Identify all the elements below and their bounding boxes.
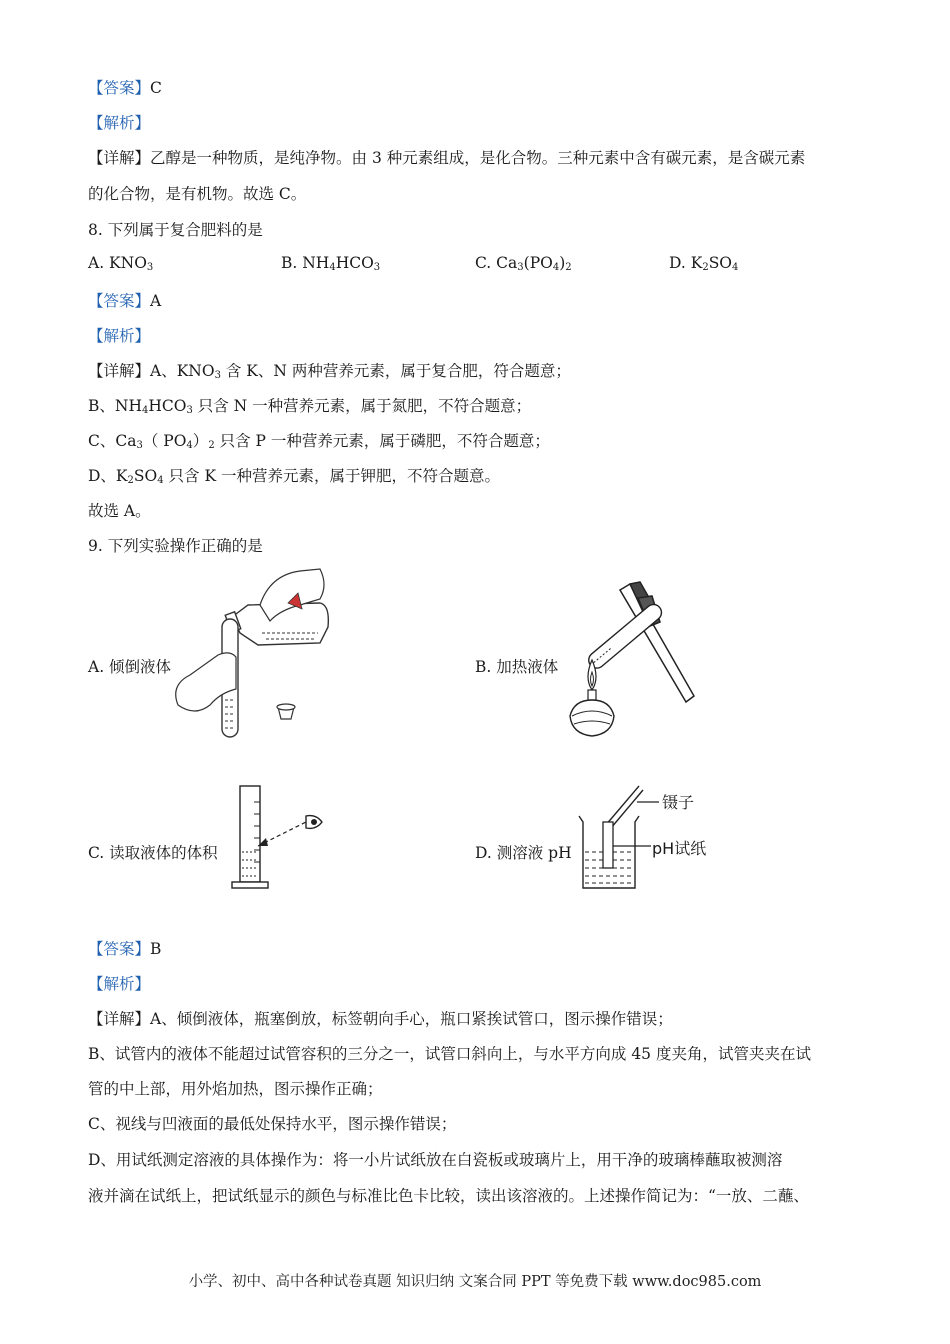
q8-detail-d: D、$K_2SO_4$ 只含 K 一种营养元素，属于钾肥，不符合题意。 — [88, 467, 500, 486]
tweezers-label: 镊子 — [662, 793, 695, 812]
q7-detail-line2: 的化合物，是有机物。故选 C。 — [88, 185, 307, 203]
q8-stem: 8. 下列属于复合肥料的是 — [88, 221, 263, 239]
answer-value: A — [150, 292, 162, 310]
answer-tag: 【答案】 — [88, 940, 151, 958]
q9-detail-line1: 【详解】A、倾倒液体，瓶塞倒放，标签朝向手心，瓶口紧挨试管口，图示操作错误； — [88, 1010, 673, 1028]
q8-option-b: B. $NH_4HCO_3$ — [281, 254, 381, 273]
q8-detail-a: 【详解】A、$KNO_3$ 含 K、N 两种营养元素，属于复合肥，符合题意； — [88, 362, 571, 381]
graduated-cylinder-figure — [228, 782, 338, 892]
q9-option-a: A. 倾倒液体 — [88, 658, 172, 676]
q9-detail-line4: C、视线与凹液面的最低处保持水平，图示操作错误； — [88, 1115, 457, 1133]
q7-answer — [88, 76, 162, 98]
q8-analysis-tag: 【解析】 — [88, 327, 151, 345]
answer-tag: 【答案】 — [88, 292, 151, 310]
detail-tag: 【详解】 — [88, 362, 151, 380]
detail-text: 乙醇是一种物质，是纯净物。由 3 种元素组成，是化合物。三种元素中含有碳元素，是含碳元素 — [150, 149, 806, 167]
detail-tag: 【详解】 — [88, 1010, 151, 1028]
q9-option-b: B. 加热液体 — [475, 658, 559, 676]
pouring-liquid-figure — [170, 565, 340, 745]
q7-analysis-tag: 【解析】 — [88, 114, 151, 132]
heating-liquid-figure — [560, 578, 710, 748]
detail-tag: 【详解】 — [88, 149, 151, 167]
q9-stem: 9. 下列实验操作正确的是 — [88, 537, 263, 555]
ph-paper-label: pH试纸 — [652, 839, 707, 858]
q8-answer — [88, 289, 161, 311]
answer-tag: 【答案】 — [88, 79, 151, 97]
q9-option-c: C. 读取液体的体积 — [88, 844, 218, 862]
q8-option-d: D. $K_2SO_4$ — [669, 254, 739, 273]
page-footer: 小学、初中、高中各种试卷真题 知识归纳 文案合同 PPT 等免费下载 www.doc985.com — [188, 1274, 762, 1290]
q8-option-c: C. $Ca_3(PO_4)_2$ — [475, 254, 572, 273]
q8-detail-b: B、$NH_4HCO_3$ 只含 N 一种营养元素，属于氮肥，不符合题意； — [88, 397, 532, 416]
q9-detail-line3: 管的中上部，用外焰加热，图示操作正确； — [88, 1080, 383, 1098]
q9-answer — [88, 937, 161, 959]
answer-value: C — [150, 79, 162, 97]
q9-analysis-tag: 【解析】 — [88, 975, 151, 993]
answer-value: B — [150, 940, 162, 958]
q8-detail-c: C、$Ca_3$（ $PO_4)_2$ 只含 P 一种营养元素，属于磷肥，不符合题意； — [88, 432, 550, 451]
q9-detail-line6: 液并滴在试纸上，把试纸显示的颜色与标准比色卡比较，读出该溶液的。上述操作简记为：“一放、二蘸、 — [88, 1187, 809, 1205]
q8-option-a: A. $KNO_3$ — [88, 254, 154, 273]
q8-conclusion: 故选 A。 — [88, 502, 151, 520]
q9-detail-line2: B、试管内的液体不能超过试管容积的三分之一，试管口斜向上，与水平方向成 45 度夹角，试管夹夹在试 — [88, 1045, 811, 1063]
q7-detail-line1 — [88, 146, 805, 168]
q9-detail-line5: D、用试纸测定溶液的具体操作为：将一小片试纸放在白瓷板或玻璃片上，用干净的玻璃棒蘸取被测溶 — [88, 1151, 783, 1169]
q9-option-d: D. 测溶液 pH — [475, 844, 572, 862]
